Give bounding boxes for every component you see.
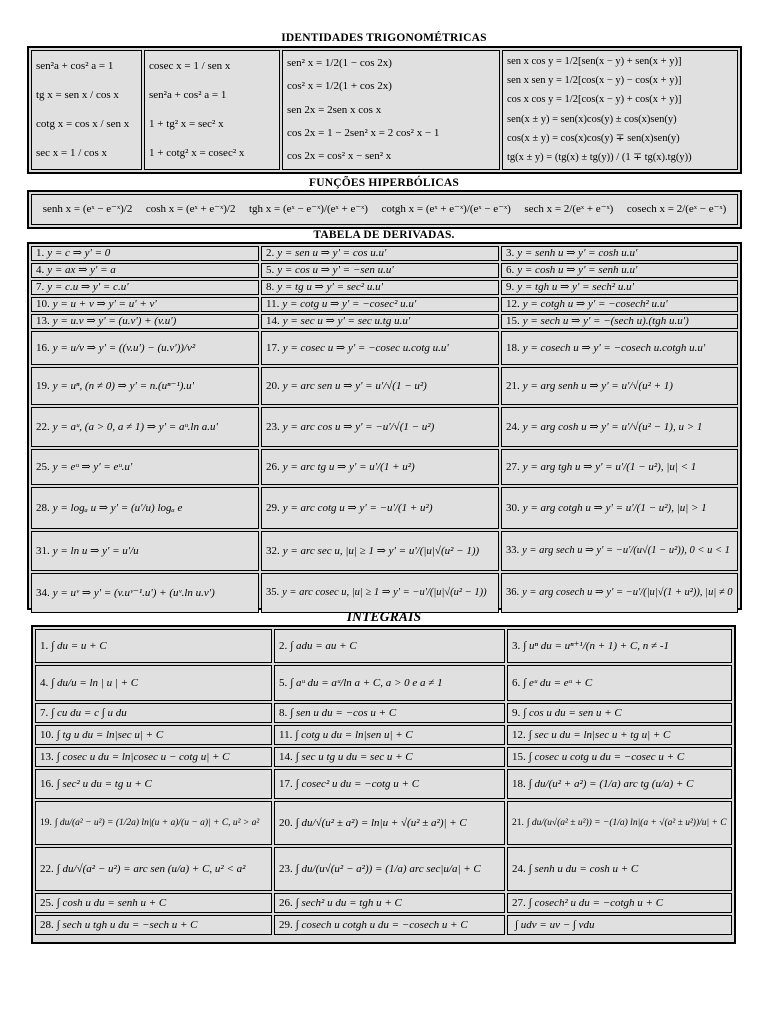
integral-cell — [274, 725, 505, 745]
derivative-cell-number: 20. — [266, 379, 280, 392]
derivative-cell-formula: y = senh u ⇒ y' = cosh u.u' — [517, 247, 638, 260]
identity-formula: sen²a + cos² a = 1 — [149, 89, 227, 102]
hyperbolic-table — [27, 190, 742, 229]
derivative-cell-formula: y = cotg u ⇒ y' = −cosec² u.u' — [282, 298, 417, 311]
hyperbolic-formula: sech x = 2/(eˣ + e⁻ˣ) — [524, 203, 614, 216]
derivative-cell — [261, 449, 499, 485]
integral-cell — [507, 747, 732, 767]
integral-cell — [507, 801, 732, 845]
integral-cell-formula: ∫ du/u = ln | u | + C — [51, 676, 139, 689]
derivative-cell — [501, 367, 738, 405]
integral-cell — [35, 725, 272, 745]
integral-cell-number: 12. — [512, 728, 526, 741]
integral-cell-number: 15. — [512, 750, 526, 763]
derivative-cell — [31, 280, 259, 295]
identity-formula: sen 2x = 2sen x cos x — [287, 103, 382, 116]
integral-cell-formula: ∫ udv = uv − ∫ vdu — [515, 918, 595, 931]
derivative-cell-formula: y = ax ⇒ y' = a — [47, 264, 116, 277]
identity-cell — [144, 50, 280, 170]
integral-cell-number: 17. — [279, 777, 293, 790]
derivative-cell-number: 9. — [506, 281, 515, 294]
integral-cell-number: 18. — [512, 777, 526, 790]
integral-cell-number: 2. — [279, 639, 288, 652]
derivative-cell-number: 16. — [36, 341, 50, 354]
derivative-cell-formula: y = tgh u ⇒ y' = sech² u.u' — [517, 281, 634, 294]
integral-cell-formula: ∫ cosec u cotg u du = −cosec u + C — [528, 750, 685, 763]
identity-formula: sen x cos y = 1/2[sen(x − y) + sen(x + y)] — [507, 55, 682, 67]
integral-cell-number: 6. — [512, 676, 521, 689]
derivative-cell-number: 10. — [36, 298, 50, 311]
derivative-cell-number: 30. — [506, 501, 520, 514]
identity-cell — [31, 50, 142, 170]
integral-cell-formula: ∫ sen u du = −cos u + C — [290, 706, 397, 719]
integral-cell-number: 20. — [279, 816, 293, 829]
integral-cell-formula: ∫ du/(u² + a²) = (1/a) arc tg (u/a) + C — [528, 777, 694, 790]
derivative-cell-number: 13. — [36, 315, 50, 328]
integral-cell-formula: ∫ du = u + C — [51, 639, 107, 652]
integral-cell-formula: ∫ cosh u du = senh u + C — [56, 896, 167, 909]
integral-cell-number: 11. — [279, 728, 293, 741]
integral-cell — [35, 847, 272, 891]
derivative-cell-formula: y = arg cosech u ⇒ y' = −u'/(|u|√(1 + u²)), |u| ≠ 0 — [522, 586, 733, 598]
derivative-cell — [501, 246, 738, 261]
derivative-cell-number: 12. — [506, 298, 520, 311]
identity-cell — [502, 50, 738, 170]
derivative-cell-formula: y = ln u ⇒ y' = u'/u — [52, 544, 139, 557]
integral-cell — [274, 665, 505, 701]
integral-cell — [274, 847, 505, 891]
identity-formula: cos² x = 1/2(1 + cos 2x) — [287, 80, 392, 93]
derivative-cell-formula: y = u.v ⇒ y' = (u.v') + (v.u') — [52, 315, 177, 328]
integral-cell — [35, 629, 272, 663]
integral-cell-number: 24. — [512, 862, 526, 875]
derivative-cell — [501, 573, 738, 613]
integral-cell-formula: ∫ du/√(a² − u²) = arc sen (u/a) + C, u² < a² — [56, 862, 246, 875]
derivative-cell-number: 34. — [36, 586, 50, 599]
derivative-cell — [261, 246, 499, 261]
identity-formula: sen x sen y = 1/2[cos(x − y) − cos(x + y)] — [507, 74, 682, 86]
identity-formula: sen(x ± y) = sen(x)cos(y) ± cos(x)sen(y) — [507, 113, 677, 125]
derivative-cell-number: 11. — [266, 298, 280, 311]
integral-cell — [507, 769, 732, 799]
integral-cell — [274, 893, 505, 913]
integral-cell-formula: ∫ sech² u du = tgh u + C — [295, 896, 402, 909]
integral-cell-formula: ∫ tg u du = ln|sec u| + C — [56, 728, 164, 741]
identity-formula: tg x = sen x / cos x — [36, 89, 119, 102]
derivative-cell-formula: y = arg sech u ⇒ y' = −u'/(u√(1 − u²)), 0 < u < 1 — [522, 544, 730, 556]
section-title-integrais: INTEGRAIS — [346, 609, 422, 624]
derivative-cell-formula: y = u + v ⇒ y' = u' + v' — [52, 298, 157, 311]
identity-formula: cos 2x = cos² x − sen² x — [287, 150, 392, 163]
integral-cell-number: 10. — [40, 728, 54, 741]
identity-formula: sec x = 1 / cos x — [36, 147, 107, 160]
derivative-cell-number: 15. — [506, 315, 520, 328]
integral-cell — [274, 915, 505, 935]
identity-formula: tg(x ± y) = (tg(x) ± tg(y)) / (1 ∓ tg(x).tg(y)) — [507, 152, 692, 164]
integral-cell — [35, 893, 272, 913]
integral-cell-formula: ∫ cosec² u du = −cotg u + C — [295, 777, 420, 790]
derivative-cell — [31, 573, 259, 613]
derivative-cell — [31, 449, 259, 485]
derivative-cell-formula: y = logₐ u ⇒ y' = (u'/u) logₐ e — [52, 501, 183, 514]
derivative-cell-formula: y = eᵘ ⇒ y' = eᵘ.u' — [52, 460, 133, 473]
derivative-cell — [261, 331, 499, 365]
derivative-cell — [501, 449, 738, 485]
derivative-cell-number: 8. — [266, 281, 275, 294]
derivative-cell — [31, 367, 259, 405]
derivative-cell-formula: y = u/v ⇒ y' = ((v.u') − (u.v'))/v² — [52, 341, 196, 354]
integral-cell-number: 8. — [279, 706, 288, 719]
derivative-cell-formula: y = arg senh u ⇒ y' = u'/√(u² + 1) — [522, 379, 673, 392]
identity-formula: cos(x ± y) = cos(x)cos(y) ∓ sen(x)sen(y) — [507, 132, 680, 144]
integral-cell-number: 14. — [279, 750, 293, 763]
derivative-cell-number: 17. — [266, 341, 280, 354]
derivative-cell — [261, 407, 499, 447]
integral-cell — [507, 915, 732, 935]
derivative-cell-number: 1. — [36, 247, 45, 260]
integral-cell — [35, 915, 272, 935]
hyperbolic-row — [31, 194, 738, 225]
derivative-cell — [261, 263, 499, 278]
integral-cell-number: 26. — [279, 896, 293, 909]
derivative-cell-number: 14. — [266, 315, 280, 328]
derivative-cell-formula: y = cotgh u ⇒ y' = −cosech² u.u' — [522, 298, 668, 311]
integral-cell-number: 13. — [40, 750, 54, 763]
derivative-cell-formula: y = arc sec u, |u| ≥ 1 ⇒ y' = u'/(|u|√(u² − 1)) — [282, 544, 480, 557]
integral-cell-formula: ∫ eᵘ du = eᵘ + C — [523, 676, 593, 689]
derivative-cell-formula: y = uᵛ ⇒ y' = (v.uᵛ⁻¹.u') + (uᵛ.ln u.v') — [52, 586, 215, 599]
derivative-cell-number: 3. — [506, 247, 515, 260]
integral-cell-number: 7. — [40, 706, 49, 719]
integral-cell-formula: ∫ adu = au + C — [290, 639, 357, 652]
derivative-cell-number: 22. — [36, 420, 50, 433]
integral-cell-formula: ∫ sech u tgh u du = −sech u + C — [56, 918, 198, 931]
derivative-cell-number: 5. — [266, 264, 275, 277]
integral-cell-formula: ∫ sec u du = ln|sec u + tg u| + C — [528, 728, 671, 741]
derivative-cell-formula: y = cos u ⇒ y' = −sen u.u' — [277, 264, 394, 277]
derivative-cell — [31, 297, 259, 312]
derivative-cell — [501, 531, 738, 571]
derivative-cell-number: 4. — [36, 264, 45, 277]
derivative-cell-formula: y = arc cotg u ⇒ y' = −u'/(1 + u²) — [282, 501, 433, 514]
derivative-cell-formula: y = arc tg u ⇒ y' = u'/(1 + u²) — [282, 460, 415, 473]
derivative-cell — [261, 531, 499, 571]
integral-cell — [507, 665, 732, 701]
integral-cell — [274, 769, 505, 799]
integral-cell-formula: ∫ uⁿ du = uⁿ⁺¹/(n + 1) + C, n ≠ -1 — [523, 639, 669, 652]
identity-formula: cosec x = 1 / sen x — [149, 60, 231, 73]
integral-cell-number: 19. — [40, 817, 52, 828]
identities-table — [27, 46, 742, 174]
integral-cell-number: 25. — [40, 896, 54, 909]
integral-cell — [507, 703, 732, 723]
integral-cell-formula: ∫ du/(u√(u² − a²)) = (1/a) arc sec|u/a| + C — [295, 862, 481, 875]
integral-cell-number: 3. — [512, 639, 521, 652]
section-title-derivadas: TABELA DE DERIVADAS. — [313, 229, 455, 241]
derivative-cell-number: 25. — [36, 460, 50, 473]
integral-cell-formula: ∫ sec u tg u du = sec u + C — [295, 750, 413, 763]
integral-cell-formula: ∫ du/√(u² ± a²) = ln|u + √(u² ± a²)| + C — [295, 816, 467, 829]
derivative-cell-formula: y = arg cotgh u ⇒ y' = u'/(1 − u²), |u| > 1 — [522, 501, 707, 514]
integral-cell — [274, 703, 505, 723]
derivative-cell-number: 7. — [36, 281, 45, 294]
derivative-cell — [261, 297, 499, 312]
identity-formula: cotg x = cos x / sen x — [36, 118, 130, 131]
derivative-cell-formula: y = arg tgh u ⇒ y' = u'/(1 − u²), |u| < 1 — [522, 460, 697, 473]
derivative-cell — [501, 331, 738, 365]
derivative-cell-number: 2. — [266, 247, 275, 260]
derivative-cell-formula: y = cosech u ⇒ y' = −cosech u.cotgh u.u' — [522, 341, 706, 354]
derivative-cell — [31, 407, 259, 447]
hyperbolic-formula: cosh x = (eˣ + e⁻ˣ)/2 — [145, 203, 236, 216]
derivative-cell-formula: y = cosh u ⇒ y' = senh u.u' — [517, 264, 638, 277]
integral-cell-number: 27. — [512, 896, 526, 909]
integral-cell — [35, 769, 272, 799]
derivative-cell-number: 18. — [506, 341, 520, 354]
integral-cell-number: 1. — [40, 639, 49, 652]
integral-cell-number: 5. — [279, 676, 288, 689]
section-title-identidades: IDENTIDADES TRIGONOMÉTRICAS — [281, 32, 487, 44]
integrals-table — [31, 625, 736, 944]
integral-cell — [35, 703, 272, 723]
identity-formula: 1 + tg² x = sec² x — [149, 118, 224, 131]
integral-cell — [35, 665, 272, 701]
derivative-cell — [31, 263, 259, 278]
integral-cell-formula: ∫ cosech² u du = −cotgh u + C — [528, 896, 664, 909]
integral-cell-formula: ∫ cos u du = sen u + C — [523, 706, 622, 719]
derivative-cell-number: 19. — [36, 379, 50, 392]
integral-cell — [507, 725, 732, 745]
identity-cell — [282, 50, 500, 170]
derivative-cell-formula: y = arg cosh u ⇒ y' = u'/√(u² − 1), u > 1 — [522, 420, 703, 433]
integral-cell-formula: ∫ aᵘ du = aᵘ/ln a + C, a > 0 e a ≠ 1 — [290, 676, 443, 689]
identity-formula: cos 2x = 1 − 2sen² x = 2 cos² x − 1 — [287, 126, 440, 139]
hyperbolic-formula: cotgh x = (eˣ + e⁻ˣ)/(eˣ − e⁻ˣ) — [381, 203, 511, 216]
derivative-cell — [501, 487, 738, 529]
integral-cell-number: 4. — [40, 676, 49, 689]
derivative-cell-formula: y = sech u ⇒ y' = −(sech u).(tgh u.u') — [522, 315, 689, 328]
integral-cell-number: 22. — [40, 862, 54, 875]
derivative-cell — [31, 314, 259, 329]
integral-cell — [507, 893, 732, 913]
derivative-cell-formula: y = sec u ⇒ y' = sec u.tg u.u' — [282, 315, 411, 328]
derivative-cell-number: 36. — [506, 586, 520, 598]
derivative-cell-number: 23. — [266, 420, 280, 433]
derivative-cell-formula: y = aᵘ, (a > 0, a ≠ 1) ⇒ y' = aᵘ.ln a.u' — [52, 420, 218, 433]
integral-cell-formula: ∫ senh u du = cosh u + C — [528, 862, 639, 875]
integral-cell — [274, 747, 505, 767]
derivative-cell-number: 24. — [506, 420, 520, 433]
integral-cell-formula: ∫ cosec u du = ln|cosec u − cotg u| + C — [56, 750, 230, 763]
integral-cell-number: 29. — [279, 918, 293, 931]
derivative-cell — [261, 280, 499, 295]
derivatives-table — [27, 242, 742, 610]
derivative-cell — [261, 367, 499, 405]
integral-cell-formula: ∫ du/(u√(a² ± u²)) = −(1/a) ln|(a + √(a² ± u²))/u| + C — [526, 817, 727, 828]
integral-cell-formula: ∫ cu du = c ∫ u du — [51, 706, 127, 719]
integral-cell-formula: ∫ sec² u du = tg u + C — [56, 777, 152, 790]
derivative-cell — [501, 280, 738, 295]
derivative-cell — [31, 246, 259, 261]
derivative-cell-formula: y = arc cos u ⇒ y' = −u'/√(1 − u²) — [282, 420, 435, 433]
derivative-cell-number: 35. — [266, 586, 280, 598]
derivative-cell-number: 27. — [506, 460, 520, 473]
integral-cell-number: 9. — [512, 706, 521, 719]
derivative-cell-formula: y = uⁿ, (n ≠ 0) ⇒ y' = n.(uⁿ⁻¹).u' — [52, 379, 195, 392]
integral-cell-number: 16. — [40, 777, 54, 790]
integral-cell-number: 23. — [279, 862, 293, 875]
identity-formula: cos x cos y = 1/2[cos(x − y) + cos(x + y)] — [507, 94, 682, 106]
derivative-cell-number: 29. — [266, 501, 280, 514]
integral-cell — [507, 847, 732, 891]
hyperbolic-formula: tgh x = (eˣ − e⁻ˣ)/(eˣ + e⁻ˣ) — [248, 203, 368, 216]
derivative-cell-number: 6. — [506, 264, 515, 277]
integral-cell-formula: ∫ du/(a² − u²) = (1/2a) ln|(u + a)/(u − a)| + C, u² > a² — [54, 817, 260, 828]
derivative-cell-number: 28. — [36, 501, 50, 514]
derivative-cell-formula: y = arc cosec u, |u| ≥ 1 ⇒ y' = −u'/(|u|√(u² − 1)) — [282, 586, 487, 598]
integral-cell — [507, 629, 732, 663]
integral-cell-formula: ∫ cotg u du = ln|sen u| + C — [295, 728, 413, 741]
integral-cell — [274, 629, 505, 663]
integral-cell-formula: ∫ cosech u cotgh u du = −cosech u + C — [295, 918, 468, 931]
derivative-cell-number: 33. — [506, 544, 520, 556]
integral-cell-number: 21. — [512, 817, 524, 828]
integral-cell — [35, 747, 272, 767]
derivative-cell-number: 31. — [36, 544, 50, 557]
hyperbolic-formula: cosech x = 2/(eˣ − e⁻ˣ) — [626, 203, 727, 216]
derivative-cell — [501, 407, 738, 447]
integral-cell-number: 28. — [40, 918, 54, 931]
derivative-cell-number: 32. — [266, 544, 280, 557]
derivative-cell-formula: y = tg u ⇒ y' = sec² u.u' — [277, 281, 383, 294]
derivative-cell-number: 26. — [266, 460, 280, 473]
derivative-cell-formula: y = cosec u ⇒ y' = −cosec u.cotg u.u' — [282, 341, 449, 354]
integral-cell — [274, 801, 505, 845]
derivative-cell — [261, 573, 499, 613]
derivative-cell-formula: y = c ⇒ y' = 0 — [47, 247, 111, 260]
derivative-cell — [501, 263, 738, 278]
derivative-cell — [261, 314, 499, 329]
derivative-cell — [501, 314, 738, 329]
derivative-cell — [261, 487, 499, 529]
integral-cell — [35, 801, 272, 845]
derivative-cell-number: 21. — [506, 379, 520, 392]
section-title-hiperbolicas: FUNÇÕES HIPERBÓLICAS — [308, 177, 459, 189]
hyperbolic-formula: senh x = (eˣ − e⁻ˣ)/2 — [42, 203, 133, 216]
derivative-cell-formula: y = c.u ⇒ y' = c.u' — [47, 281, 129, 294]
derivative-cell-formula: y = sen u ⇒ y' = cos u.u' — [277, 247, 387, 260]
derivative-cell-formula: y = arc sen u ⇒ y' = u'/√(1 − u²) — [282, 379, 427, 392]
identity-formula: sen²a + cos² a = 1 — [36, 60, 114, 73]
derivative-cell — [31, 331, 259, 365]
derivative-cell — [501, 297, 738, 312]
derivative-cell — [31, 487, 259, 529]
identity-formula: 1 + cotg² x = cosec² x — [149, 147, 245, 160]
identity-formula: sen² x = 1/2(1 − cos 2x) — [287, 57, 392, 70]
derivative-cell — [31, 531, 259, 571]
